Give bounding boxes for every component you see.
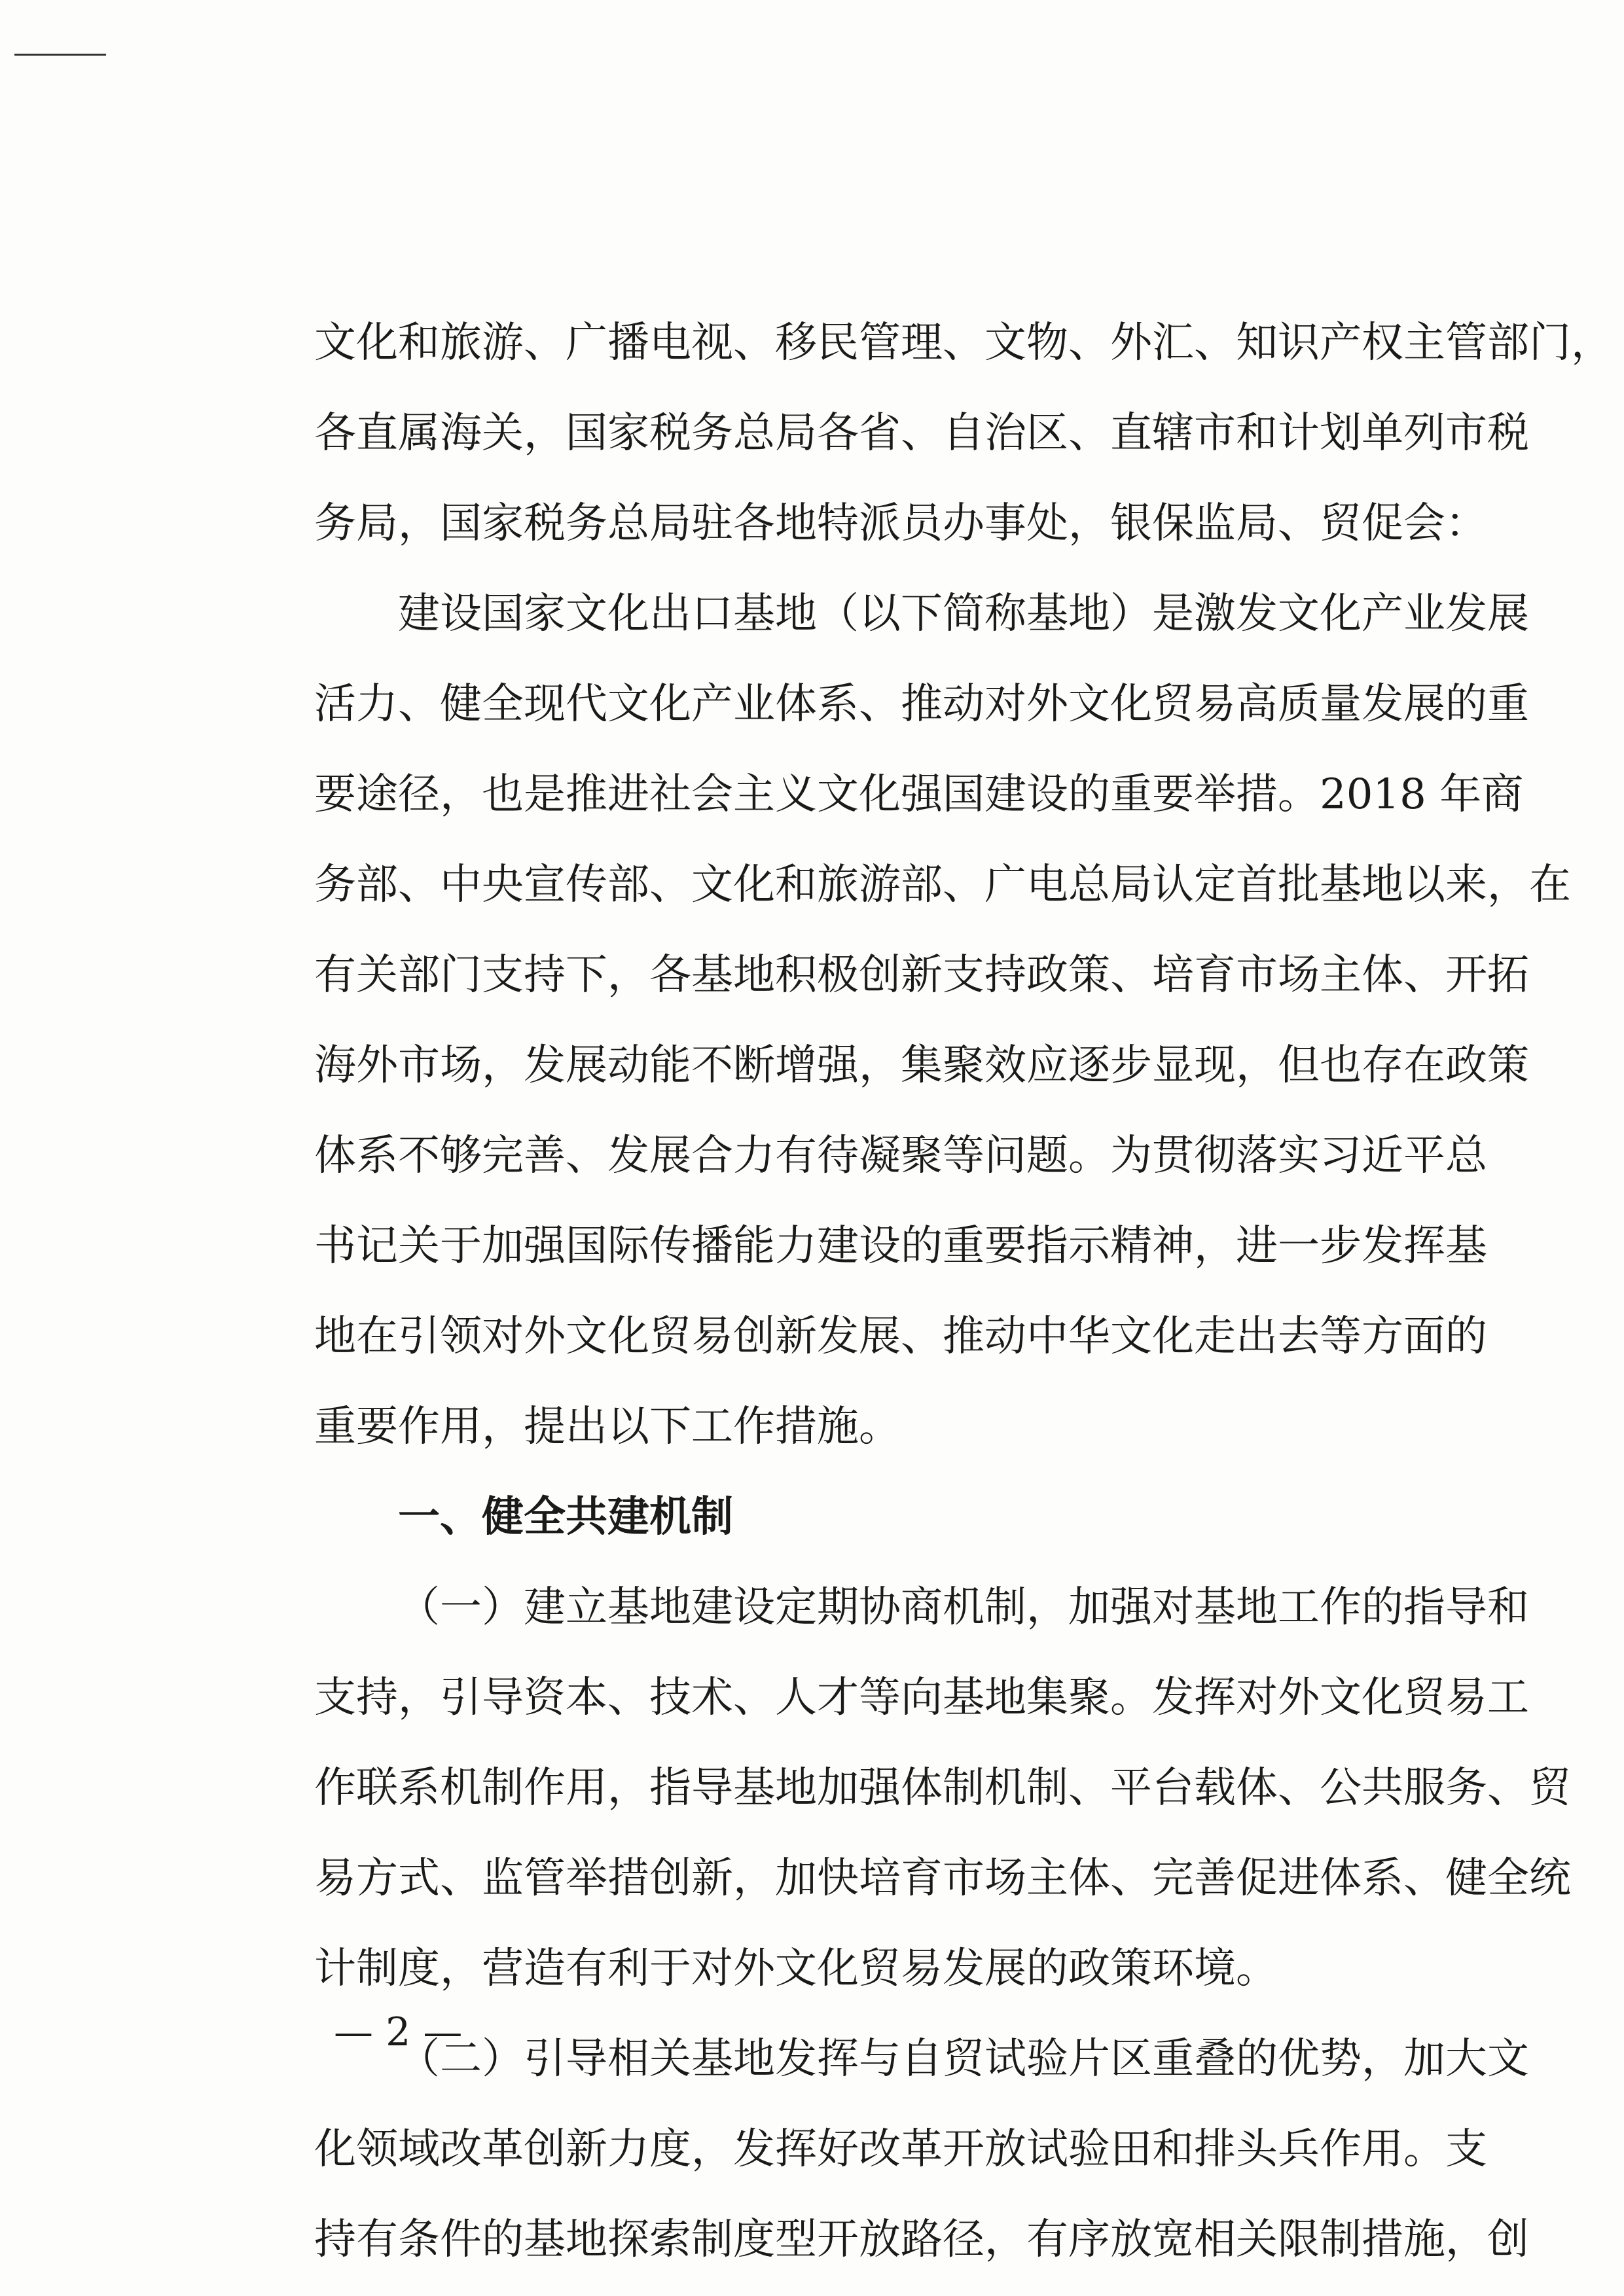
- addressee-paragraph: [314, 298, 1613, 569]
- text-line: （二）引导相关基地发挥与自贸试验片区重叠的优势，加大文: [398, 2035, 1529, 2083]
- document-body: [314, 298, 1613, 2285]
- text-line: 文化和旅游、广播电视、移民管理、文物、外汇、知识产权主管部门，: [314, 319, 1613, 367]
- text-line: （一）建立基地建设定期协商机制，加强对基地工作的指导和: [398, 1583, 1529, 1632]
- text-line: 易方式、监管举措创新，加快培育市场主体、完善促进体系、健全统: [314, 1854, 1571, 1903]
- text-line: 务局，国家税务总局驻各地特派员办事处，银保监局、贸促会：: [314, 499, 1487, 548]
- text-line: 建设国家文化出口基地（以下简称基地）是激发文化产业发展: [398, 590, 1529, 638]
- text-line: 支持，引导资本、技术、人才等向基地集聚。发挥对外文化贸易工: [314, 1674, 1529, 1722]
- text-line: 化领域改革创新力度，发挥好改革开放试验田和排头兵作用。支: [314, 2125, 1487, 2174]
- text-line: 书记关于加强国际传播能力建设的重要指示精神，进一步发挥基: [314, 1222, 1487, 1270]
- item-two-paragraph: [314, 2014, 1529, 2285]
- text-line: 地在引领对外文化贸易创新发展、推动中华文化走出去等方面的: [314, 1312, 1487, 1361]
- text-line: 有关部门支持下，各基地积极创新支持政策、培育市场主体、开拓: [314, 951, 1529, 999]
- page-number: — 2 —: [334, 2009, 463, 2055]
- intro-paragraph: [314, 569, 1571, 1472]
- text-line: 计制度，营造有利于对外文化贸易发展的政策环境。: [314, 1945, 1278, 1993]
- text-line: 持有条件的基地探索制度型开放路径，有序放宽相关限制措施，创: [314, 2215, 1529, 2264]
- section-heading: 一、健全共建机制: [398, 1493, 733, 1541]
- text-line: 体系不够完善、发展合力有待凝聚等问题。为贯彻落实习近平总: [314, 1132, 1487, 1180]
- text-line: 活力、健全现代文化产业体系、推动对外文化贸易高质量发展的重: [314, 680, 1529, 728]
- text-line: 务部、中央宣传部、文化和旅游部、广电总局认定首批基地以来，在: [314, 861, 1571, 909]
- text-line: 要途径，也是推进社会主义文化强国建设的重要举措。2018 年商: [314, 770, 1524, 819]
- text-line: 作联系机制作用，指导基地加强体制机制、平台载体、公共服务、贸: [314, 1764, 1571, 1812]
- top-rule-line: [14, 54, 106, 56]
- text-line: 各直属海关，国家税务总局各省、自治区、直辖市和计划单列市税: [314, 409, 1529, 457]
- text-line: 海外市场，发展动能不断增强，集聚效应逐步显现，但也存在政策: [314, 1041, 1529, 1090]
- item-one-paragraph: [314, 1562, 1571, 2014]
- text-line: 重要作用，提出以下工作措施。: [314, 1403, 901, 1451]
